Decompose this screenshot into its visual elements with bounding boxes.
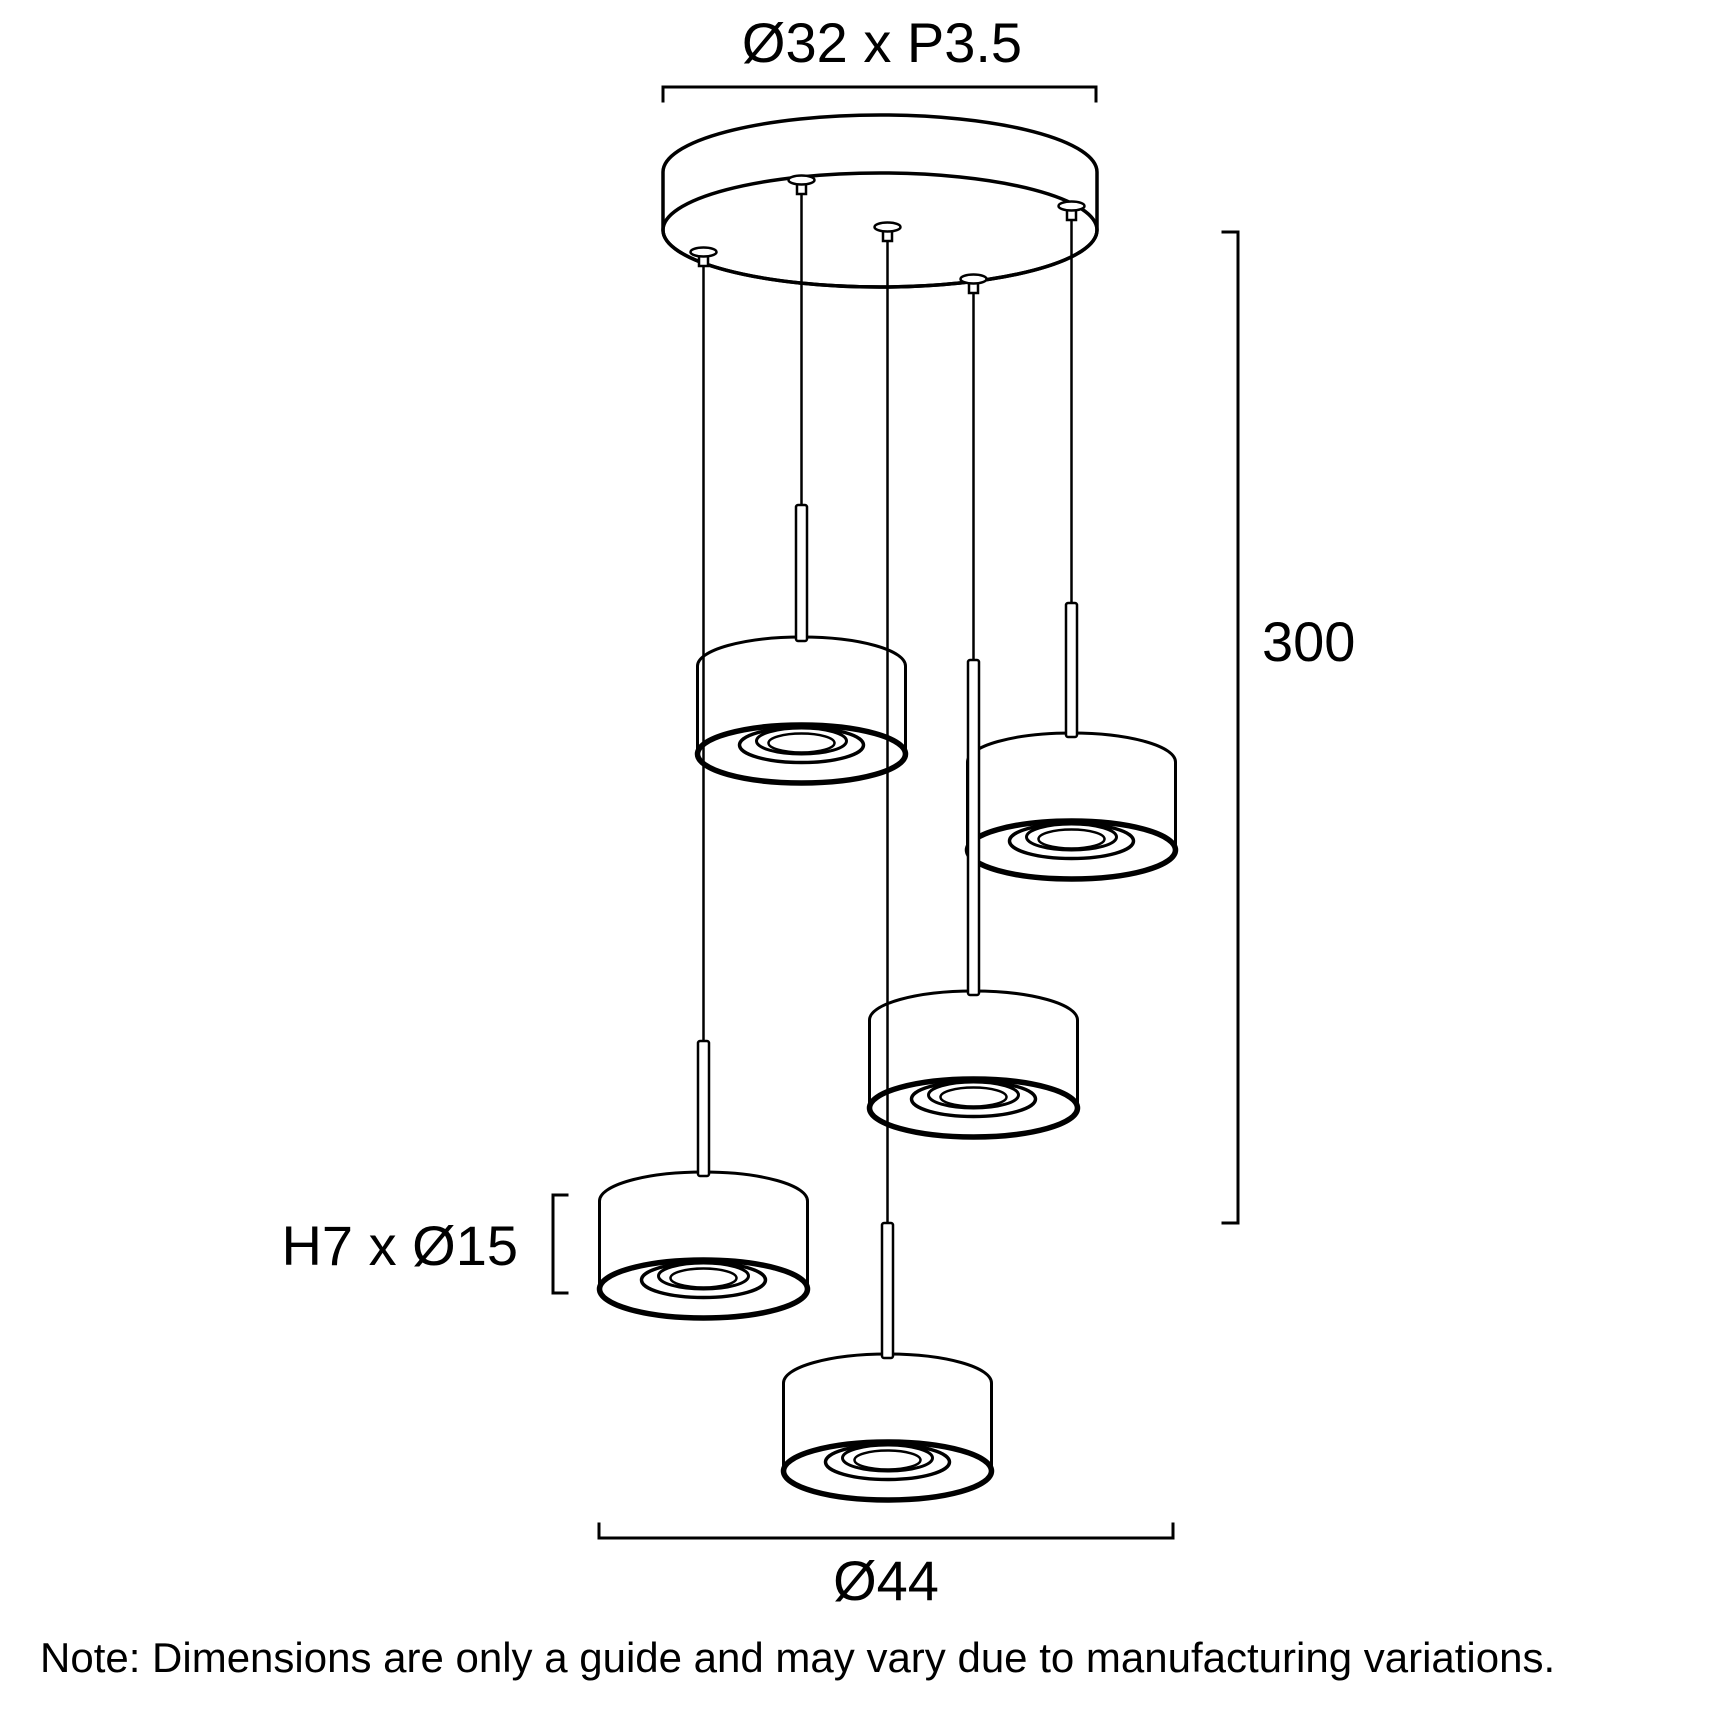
- pendant-4-shade: [600, 1172, 808, 1318]
- canopy-dimension-label: Ø32 x P3.5: [741, 11, 1023, 74]
- pendant-3-suspension: [961, 275, 987, 996]
- pendant-4-gland-cap: [691, 248, 717, 257]
- pendant-1-shade: [698, 637, 906, 783]
- pendant-3-shade: [870, 991, 1078, 1137]
- pendant-2-gland-cap: [1059, 202, 1085, 211]
- pendant-5-shade: [784, 1354, 992, 1500]
- pendant-2-suspension: [1059, 202, 1085, 738]
- shade-dimension-label: H7 x Ø15: [281, 1214, 518, 1277]
- ceiling-canopy: [663, 115, 1097, 287]
- overall-diameter-label: Ø44: [833, 1549, 939, 1612]
- pendant-3-gland-cap: [961, 275, 987, 284]
- drop-length-label: 300: [1262, 610, 1356, 673]
- pendant-5-stem: [882, 1223, 893, 1358]
- pendant-1-stem: [796, 505, 807, 641]
- dimensions-note: Note: Dimensions are only a guide and may vary due to manufacturing variations.: [40, 1634, 1556, 1681]
- pendant-2-shade: [968, 733, 1176, 879]
- dimension-drop: [1223, 232, 1355, 1223]
- dimension-overall: [599, 1524, 1173, 1612]
- dimension-line-top: [663, 87, 1096, 101]
- dimension-line-bottom: [599, 1524, 1173, 1538]
- pendant-5-gland-cap: [875, 223, 901, 232]
- dimension-shade: [281, 1195, 567, 1293]
- dimension-line-right: [1223, 232, 1238, 1223]
- canopy-silhouette: [663, 115, 1097, 287]
- dimension-canopy: [663, 11, 1096, 101]
- pendant-5-suspension: [875, 223, 901, 1359]
- pendant-2-stem: [1066, 603, 1077, 737]
- pendant-1-gland-cap: [789, 176, 815, 185]
- pendant-4-stem: [698, 1041, 709, 1176]
- dimension-bracket-left: [553, 1195, 567, 1293]
- pendant-3-stem: [968, 660, 979, 995]
